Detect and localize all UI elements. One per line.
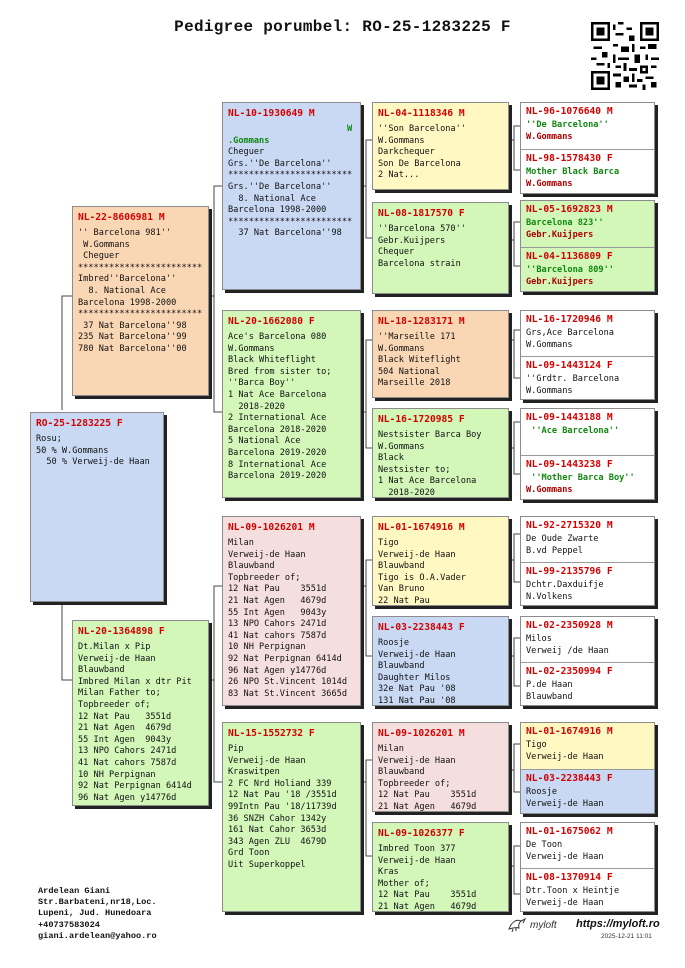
gen3-card-8[interactable]	[372, 822, 509, 912]
gen4-line: Gebr.Kuijpers	[526, 276, 594, 287]
mother-card[interactable]	[72, 620, 209, 806]
gen4-line: Verweij-de Haan	[526, 751, 604, 762]
gen2-line: Verweij-de Haan	[228, 549, 306, 560]
owner-address-line: Lupeni, Jud. Hunedoara	[38, 908, 152, 919]
owner-contact-block	[38, 886, 157, 942]
gen4-line: De Toon	[526, 840, 563, 850]
gen3-line: Verweij-de Haan	[378, 649, 456, 660]
mother-line: Verweij-de Haan	[78, 653, 156, 664]
gen4-line: ''Ace Barcelona''	[526, 426, 620, 436]
father-ring-number: NL-22-8606981 M	[78, 212, 165, 223]
mother-line: Blauwband	[78, 665, 125, 676]
mother-line: 13 NPO Cahors 2471d	[78, 746, 177, 757]
gen2-line: 161 Nat Cahor 3653d	[228, 825, 327, 836]
gen2-line: ''Barca Boy''	[228, 378, 296, 389]
gen3-line: Nestsister Barca Boy	[378, 430, 482, 440]
gen2-line: Cheguer	[228, 147, 265, 158]
gen3-line: Chequer	[378, 247, 415, 258]
gen2-line: Verweij-de Haan	[228, 755, 306, 766]
gen2-line: Black Whiteflight	[228, 355, 316, 366]
gen4-line: Barcelona 823''	[526, 218, 604, 228]
gen4-card[interactable]	[521, 617, 654, 665]
mother-line: Topbreeder of;	[78, 699, 151, 710]
gen4-ring-number: NL-09-1443188 M	[526, 412, 613, 423]
gen2-ring-number: NL-10-1930649 M	[228, 108, 315, 119]
gen3-line: Imbred Toon 377	[378, 844, 456, 854]
gen2-line: Ace's Barcelona 080	[228, 332, 327, 342]
gen4-line: ''De Barcelona''	[526, 120, 609, 130]
granddam-paternal-card[interactable]	[222, 310, 361, 498]
gen4-line: Dtr.Toon x Heintje	[526, 886, 620, 896]
gen4-line: P.de Haan	[526, 680, 573, 690]
gen4-ring-number: NL-01-1675062 M	[526, 826, 613, 837]
gen3-line: Milan	[378, 744, 404, 754]
gen4-line: Grs,Ace Barcelona	[526, 328, 614, 338]
father-line: '' Barcelona 981''	[78, 228, 172, 238]
gen3-line: ''Marseille 171	[378, 332, 456, 342]
gen4-card[interactable]	[521, 409, 654, 458]
gen2-line: 96 Nat Agen y14776d	[228, 665, 327, 676]
subject-pigeon-card[interactable]	[30, 412, 164, 602]
father-line: Imbred''Barcelona''	[78, 274, 177, 285]
gen2-line: Pip	[228, 744, 244, 754]
website-link[interactable]: https://myloft.ro	[576, 918, 660, 930]
father-line: ************************	[78, 262, 203, 273]
gen3-line: 131 Nat Pau '08	[378, 695, 456, 706]
gen4-card[interactable]	[521, 311, 654, 359]
gen2-line: 21 Nat Agen 4679d	[228, 595, 327, 606]
owner-email: giani.ardelean@yahoo.ro	[38, 930, 157, 941]
father-line: 780 Nat Barcelona''00	[78, 343, 187, 354]
gen2-line: 37 Nat Barcelona''98	[228, 228, 342, 239]
gen2-line: .Gommans	[228, 135, 270, 146]
gen2-line: 8. National Ace	[228, 193, 316, 204]
gen3-line: W.Gommans	[378, 441, 425, 452]
father-line: W.Gommans	[78, 239, 130, 250]
gen3-line: Topbreeder of;	[378, 778, 451, 789]
gen2-line: W.Gommans	[228, 343, 275, 354]
gen4-line: W.Gommans	[526, 131, 573, 142]
gen4-line: Verweij /de Haan	[526, 645, 609, 656]
gen2-line: Kraswitpen	[228, 767, 280, 778]
gen2-ring-number: NL-09-1026201 M	[228, 522, 315, 533]
mother-line: 41 Nat cahors 7587d	[78, 757, 177, 768]
myloft-logo	[507, 917, 557, 933]
gen2-line: 12 Nat Pau '18 /3551d	[228, 790, 337, 801]
gen2-line: Grd Toon	[228, 848, 270, 859]
mother-line: Imbred Milan x dtr Pit	[78, 676, 192, 687]
grandsire-maternal-card[interactable]	[222, 516, 361, 706]
gen2-line: Grs.''De Barcelona''	[228, 158, 332, 169]
gen4-pair-7	[520, 722, 655, 814]
mother-line: 12 Nat Pau 3551d	[78, 711, 172, 722]
gen4-line: W.Gommans	[526, 178, 573, 189]
gen4-line: Tigo	[526, 740, 547, 750]
gen4-card[interactable]	[521, 149, 654, 194]
gen2-line: 5 National Ace	[228, 436, 301, 447]
gen2-line: Barcelona 2018-2020	[228, 424, 327, 435]
gen2-line: Barcelona 2019-2020	[228, 447, 327, 458]
gen3-line: ''Barcelona 570''	[378, 224, 466, 234]
gen3-card-3[interactable]	[372, 310, 509, 398]
gen3-line: W.Gommans	[378, 135, 425, 146]
gen3-line: 12 Nat Pau 3551d	[378, 790, 477, 801]
gen4-ring-number: NL-09-1443238 F	[526, 459, 613, 470]
gen2-line: 2 FC Nrd Holiand 339	[228, 778, 332, 789]
gen4-pair-4	[520, 408, 655, 500]
gen2-line: Topbreeder of;	[228, 572, 301, 583]
father-line: Barcelona 1998-2000	[78, 297, 177, 308]
gen3-ring-number: NL-09-1026377 F	[378, 828, 465, 839]
gen2-line: W	[228, 124, 353, 134]
gen3-card-4[interactable]	[372, 408, 509, 498]
gen4-card[interactable]	[521, 868, 654, 912]
gen4-card[interactable]	[521, 247, 654, 292]
gen2-line: 99Intn Pau '18/11739d	[228, 801, 337, 812]
subject-line: 50 % Verweij-de Haan	[36, 457, 150, 468]
subject-line: 50 % W.Gommans	[36, 445, 109, 456]
gen2-line: Bred from sister to;	[228, 366, 332, 377]
gen3-line: Verweij-de Haan	[378, 549, 456, 560]
gen3-line: 21 Nat Agen 4679d	[378, 901, 477, 912]
gen2-line: 2 International Ace	[228, 413, 327, 424]
gen3-line: Black Witeflight	[378, 355, 461, 366]
father-line: 37 Nat Barcelona''98	[78, 320, 187, 331]
gen2-line: 1 Nat Ace Barcelona	[228, 389, 327, 400]
gen4-pair-6	[520, 616, 655, 706]
gen4-line: ''Barcelona 809''	[526, 265, 614, 275]
gen3-line: Roosje	[378, 638, 410, 648]
mother-line: 96 Nat Agen y14776d	[78, 792, 177, 803]
gen3-line: 21 Nat Agen 4679d	[378, 801, 477, 812]
father-line: 8. National Ace	[78, 285, 166, 296]
gen2-line: 2018-2020	[228, 401, 285, 412]
gen4-card[interactable]	[521, 103, 654, 152]
gen4-line: N.Volkens	[526, 591, 573, 602]
gen4-line: Milos	[526, 634, 552, 644]
gen4-line: Roosje	[526, 787, 558, 797]
gen3-line: 12 Nat Pau 3551d	[378, 890, 477, 901]
logo-text: myloft	[530, 919, 557, 931]
gen3-line: Blauwband	[378, 561, 425, 572]
gen4-card[interactable]	[521, 662, 654, 706]
gen2-line: ************************	[228, 170, 353, 181]
gen3-ring-number: NL-18-1283171 M	[378, 316, 465, 327]
father-line: ************************	[78, 309, 203, 320]
gen4-pair-8	[520, 822, 655, 912]
gen3-card-2[interactable]	[372, 202, 509, 294]
gen4-line: Mother Black Barca	[526, 167, 620, 177]
gen3-ring-number: NL-01-1674916 M	[378, 522, 465, 533]
gen3-ring-number: NL-04-1118346 M	[378, 108, 465, 119]
gen2-line: Barcelona 1998-2000	[228, 205, 327, 216]
gen4-line: ''Mother Barca Boy''	[526, 473, 635, 483]
gen3-ring-number: NL-16-1720985 F	[378, 414, 465, 425]
gen3-line: Gebr.Kuijpers	[378, 235, 446, 246]
gen2-line: 41 Nat cahors 7587d	[228, 630, 327, 641]
mother-line: Dt.Milan x Pip	[78, 642, 151, 652]
gen2-line: Milan	[228, 538, 254, 548]
gen3-line: Tigo	[378, 538, 399, 548]
gen4-card[interactable]	[521, 517, 654, 565]
gen3-line: 2 Nat...	[378, 170, 420, 181]
gen3-line: 32e Nat Pau '08	[378, 684, 456, 695]
gen4-ring-number: NL-04-1136809 F	[526, 251, 613, 262]
gen3-card-1[interactable]	[372, 102, 509, 190]
gen3-line: Van Bruno	[378, 584, 425, 595]
gen4-line: Blauwband	[526, 691, 573, 702]
gen3-line: Kras	[378, 867, 399, 878]
gen4-ring-number: NL-01-1674916 M	[526, 726, 613, 737]
gen2-line: Uit Superkoppel	[228, 859, 306, 870]
gen2-line: 36 SNZH Cahor 1342y	[228, 813, 327, 824]
print-timestamp: 2025-12-21 11:01	[601, 933, 652, 940]
gen3-card-5[interactable]	[372, 516, 509, 606]
gen4-ring-number: NL-02-2350928 M	[526, 620, 613, 631]
gen4-line: Verweij-de Haan	[526, 798, 604, 809]
gen4-ring-number: NL-09-1443124 F	[526, 360, 613, 371]
mother-line: 10 NH Perpignan	[78, 769, 156, 780]
gen4-line: Gebr.Kuijpers	[526, 229, 594, 240]
gen4-ring-number: NL-08-1370914 F	[526, 872, 613, 883]
gen4-pair-5	[520, 516, 655, 606]
gen3-card-6[interactable]	[372, 616, 509, 706]
mother-line: 92 Nat Perpignan 6414d	[78, 781, 192, 792]
gen4-card[interactable]	[521, 723, 654, 772]
gen3-line: Barcelona strain	[378, 258, 461, 269]
gen2-line: 12 Nat Pau 3551d	[228, 584, 327, 595]
gen2-line: 83 Nat St.Vincent 3665d	[228, 688, 347, 699]
gen4-line: W.Gommans	[526, 339, 573, 350]
gen3-line: 2018-2020	[378, 487, 435, 498]
grandsire-paternal-card[interactable]	[222, 102, 361, 290]
gen3-line: Verweij-de Haan	[378, 755, 456, 766]
owner-name: Ardelean Giani	[38, 886, 111, 896]
gen4-line: W.Gommans	[526, 385, 573, 396]
gen3-line: Marseille 2018	[378, 378, 451, 389]
gen4-ring-number: NL-92-2715320 M	[526, 520, 613, 531]
gen2-line: 92 Nat Perpignan 6414d	[228, 653, 342, 664]
pigeon-icon	[507, 917, 527, 933]
gen3-line: ''Son Barcelona''	[378, 124, 466, 134]
gen3-card-7[interactable]	[372, 722, 509, 812]
gen2-ring-number: NL-15-1552732 F	[228, 728, 315, 739]
page-title: Pedigree porumbel: RO-25-1283225 F	[174, 18, 511, 36]
gen2-line: ************************	[228, 216, 353, 227]
gen3-line: Son De Barcelona	[378, 158, 461, 169]
gen4-ring-number: NL-99-2135796 F	[526, 566, 613, 577]
gen4-card[interactable]	[521, 356, 654, 400]
gen2-line: Grs.''De Barcelona''	[228, 181, 332, 192]
gen3-line: Blauwband	[378, 661, 425, 672]
gen2-line: Blauwband	[228, 561, 275, 572]
gen3-line: 22 Nat Pau	[378, 595, 430, 606]
gen4-pair-3	[520, 310, 655, 400]
mother-line: 21 Nat Agen 4679d	[78, 723, 172, 734]
gen4-card[interactable]	[521, 455, 654, 500]
gen3-line: W.Gommans	[378, 343, 425, 354]
gen4-line: Dchtr.Daxduifje	[526, 580, 604, 590]
granddam-maternal-card[interactable]	[222, 722, 361, 912]
gen4-line: ''Grdtr. Barcelona	[526, 374, 620, 384]
gen3-line: Blauwband	[378, 767, 425, 778]
gen3-line: Black	[378, 453, 404, 464]
gen4-pair-2	[520, 200, 655, 292]
gen2-line: 13 NPO Cahors 2471d	[228, 619, 327, 630]
gen4-card[interactable]	[521, 823, 654, 871]
gen3-ring-number: NL-09-1026201 M	[378, 728, 465, 739]
mother-line: 55 Int Agen 9043y	[78, 734, 172, 745]
gen4-line: B.vd Peppel	[526, 545, 583, 556]
gen4-pair-1	[520, 102, 655, 194]
gen4-card[interactable]	[521, 769, 654, 814]
mother-ring-number: NL-20-1364898 F	[78, 626, 165, 637]
gen4-ring-number: NL-96-1076640 M	[526, 106, 613, 117]
gen4-line: De Oude Zwarte	[526, 534, 599, 544]
gen2-line: 55 Int Agen 9043y	[228, 607, 327, 618]
gen3-line: Darkchequer	[378, 147, 435, 158]
gen4-line: Verweij-de Haan	[526, 851, 604, 862]
gen2-line: Barcelona 2019-2020	[228, 471, 327, 482]
gen3-line: Verweij-de Haan	[378, 855, 456, 866]
gen2-line: 10 NH Perpignan	[228, 642, 306, 653]
gen3-line: Mother of;	[378, 878, 430, 889]
gen3-ring-number: NL-08-1817570 F	[378, 208, 465, 219]
gen3-line: Nestsister to;	[378, 464, 451, 475]
father-line: Cheguer	[78, 251, 120, 262]
gen2-ring-number: NL-20-1662080 F	[228, 316, 315, 327]
subject-line: Rosu;	[36, 434, 62, 444]
father-card[interactable]	[72, 206, 209, 396]
gen4-line: Verweij-de Haan	[526, 897, 604, 908]
gen4-ring-number: NL-03-2238443 F	[526, 773, 613, 784]
gen4-ring-number: NL-98-1578430 F	[526, 153, 613, 164]
owner-phone: +40737583024	[38, 919, 100, 930]
gen4-ring-number: NL-05-1692823 M	[526, 204, 613, 215]
gen4-line: W.Gommans	[526, 484, 573, 495]
gen3-line: Daughter Milos	[378, 672, 451, 683]
gen2-line: 26 NPO St.Vincent 1014d	[228, 677, 347, 688]
gen3-line: Tigo is O.A.Vader	[378, 572, 466, 583]
gen3-line: 1 Nat Ace Barcelona	[378, 476, 477, 487]
gen3-ring-number: NL-03-2238443 F	[378, 622, 465, 633]
gen3-line: 504 National	[378, 366, 441, 377]
mother-line: Milan Father to;	[78, 688, 161, 699]
subject-ring-number: RO-25-1283225 F	[36, 418, 123, 429]
gen4-ring-number: NL-02-2350994 F	[526, 666, 613, 677]
father-line: 235 Nat Barcelona''99	[78, 332, 187, 343]
gen2-line: 8 International Ace	[228, 459, 327, 470]
gen2-line: 343 Agen ZLU 4679D	[228, 836, 327, 847]
gen4-ring-number: NL-16-1720946 M	[526, 314, 613, 325]
gen4-card[interactable]	[521, 562, 654, 606]
owner-address-line: Str.Barbateni,nr18,Loc.	[38, 897, 157, 908]
gen4-card[interactable]	[521, 201, 654, 250]
